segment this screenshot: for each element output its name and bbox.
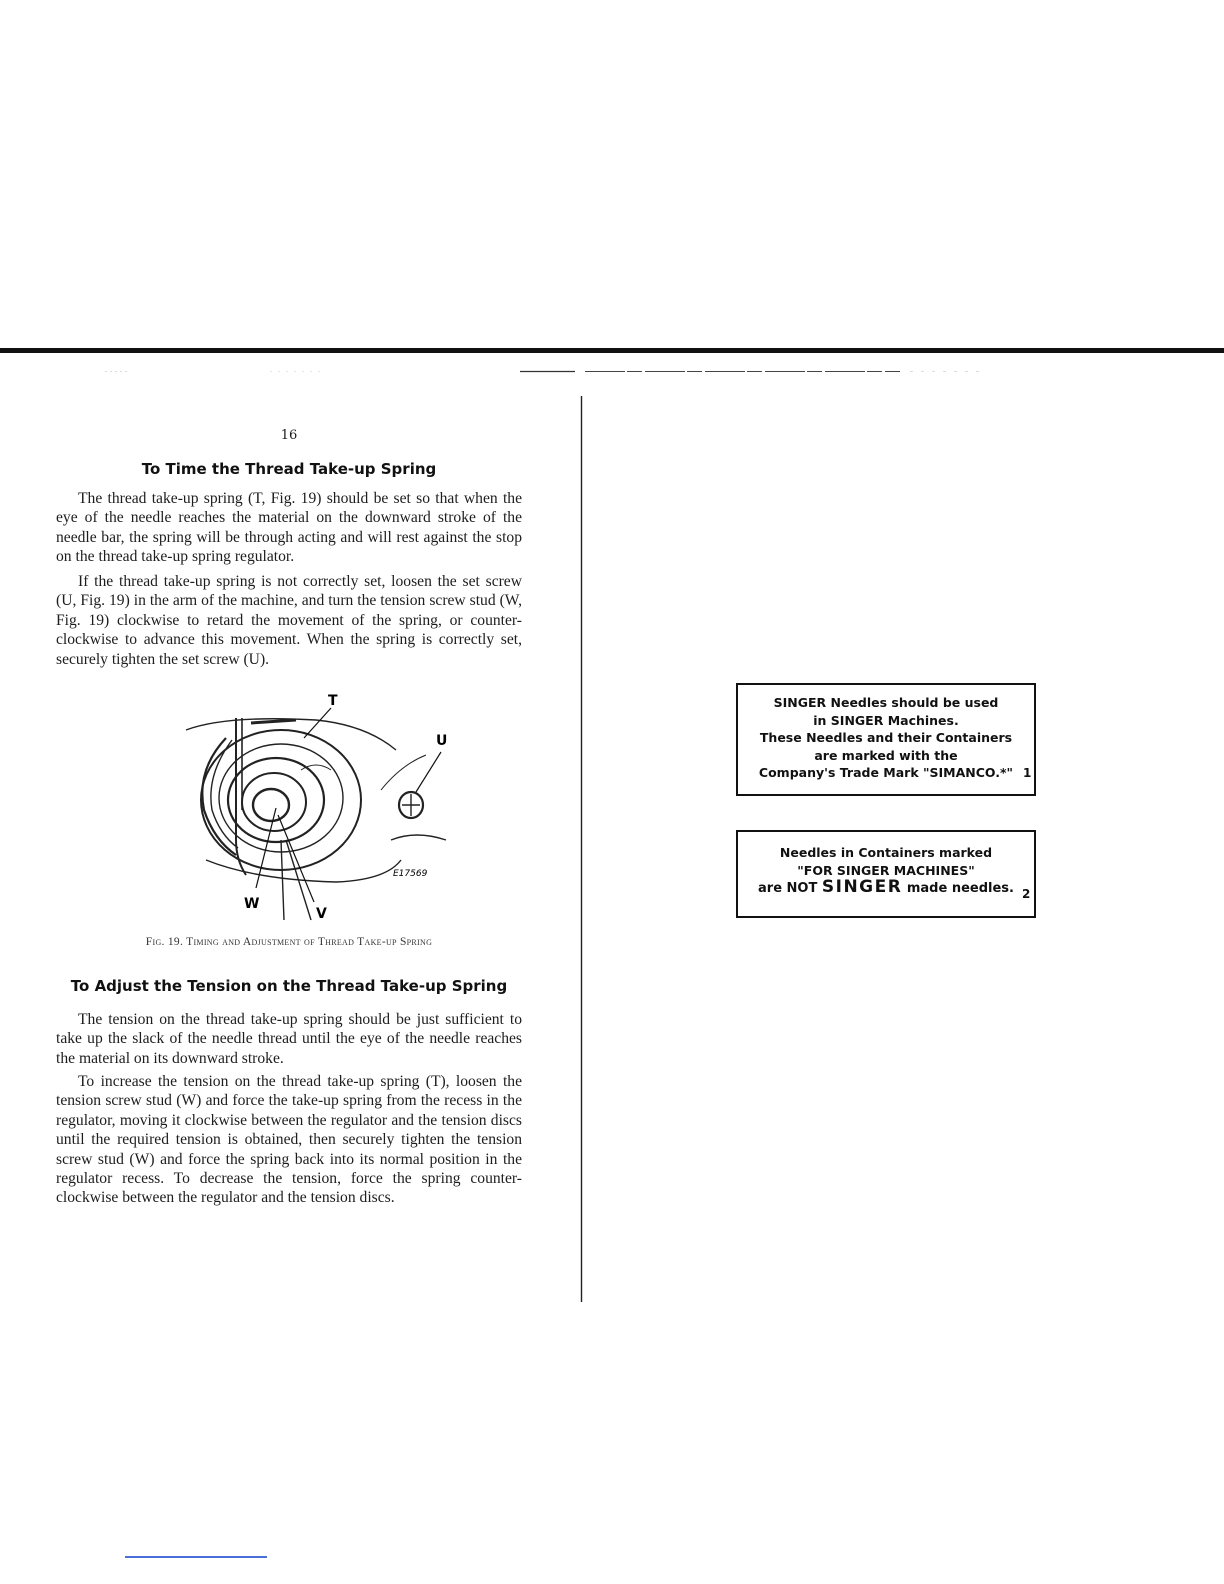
notice2-line3 [738, 879, 1034, 898]
scan-edge-line [125, 1556, 267, 1558]
paragraph-3: The tension on the thread take-up spring should be just sufficient to take up the slack of the needle thread until the eye of the needle reaches the material on its downward stroke. [56, 1011, 522, 1067]
notice1-line3: These Needles and their Containers [759, 730, 1013, 745]
figure-19-illustration [166, 690, 466, 925]
notice1-line2: in SINGER Machines. [813, 712, 959, 728]
top-border [0, 348, 1224, 353]
scan-speckle [0, 370, 1224, 373]
paragraph-1: The thread take-up spring (T, Fig. 19) should be set so that when the eye of the needle reaches the material on the downward stroke of the needle bar, the spring will be through acting and will rest against the stop on the thread take-up spring regulator. [56, 490, 522, 566]
page-fold-line [580, 396, 583, 1302]
notice1-number: 1 [1023, 766, 1032, 780]
figure-label-w: W [244, 896, 260, 912]
notice2-number: 2 [1022, 887, 1031, 901]
notice1-line5: Company's Trade Mark "SIMANCO.*" [758, 765, 1014, 780]
notice2-line2: "FOR SINGER MACHINES" [797, 862, 975, 878]
paragraph-2: If the thread take-up spring is not correctly set, loosen the set screw (U, Fig. 19) in the arm of the machine, and turn the tension screw stud (W, Fig. 19) clockwise to retard the movement of the spring, or counter-clockwise to advance this movement. When the spring is correctly set, securely tighten the set screw (U). [56, 573, 522, 668]
notice1-line1: SINGER Needles should be used [773, 695, 999, 710]
figure-caption: Fig. 19. Timing and Adjustment of Thread Take-up Spring [145, 936, 433, 948]
heading-adjust-tension: To Adjust the Tension on the Thread Take-up Spring [70, 977, 508, 995]
notice2-line3-post: made needles. [906, 881, 1014, 896]
figure-code: E17569 [393, 869, 428, 879]
figure-label-u: U [436, 733, 448, 749]
notice2-line1: Needles in Containers marked [779, 845, 993, 860]
singer-brand-text: SINGER [821, 877, 903, 897]
figure-label-t: T [328, 693, 338, 709]
paragraph-4: To increase the tension on the thread take-up spring (T), loosen the tension screw stud (W) and force the take-up spring from the recess in the regulator, moving it clockwise between the regulator and the tension discs until the required tension is obtained, then securely tighten the tension screw stud (W) and force the spring back into its normal position in the regulator recess. To decrease the tension, force the spring counter-clockwise between the regulator and the tension discs. [56, 1073, 522, 1207]
notice1-line4: are marked with the [814, 747, 958, 763]
heading-time-take-up-spring: To Time the Thread Take-up Spring [141, 460, 437, 478]
page-number: 16 [280, 428, 298, 443]
notice2-line3-pre: are NOT [758, 881, 818, 896]
notice-box-simanco [736, 683, 1036, 796]
figure-label-v: V [316, 906, 327, 922]
notice-box-not-singer [736, 830, 1036, 918]
